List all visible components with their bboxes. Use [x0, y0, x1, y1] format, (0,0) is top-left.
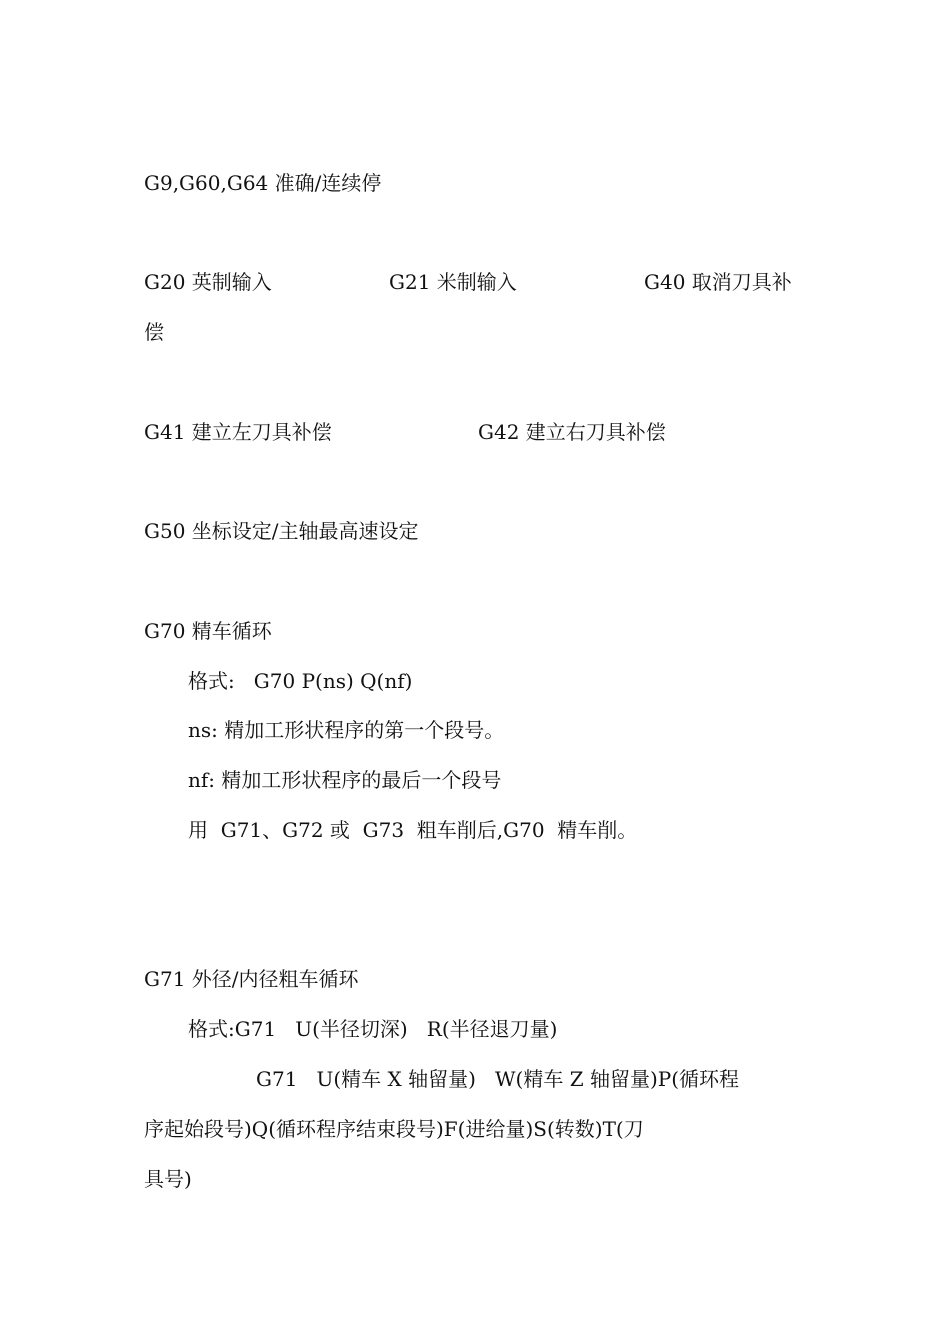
g40-wrap: 偿	[144, 320, 164, 344]
g71-title: G71 外径/内径粗车循环	[144, 967, 359, 991]
g9-line: G9,G60,G64 准确/连续停	[144, 171, 382, 195]
g40-item: G40 取消刀具补	[644, 270, 792, 294]
g20-item: G20 英制输入	[144, 270, 272, 294]
g71-format-line2-wrap2: 具号)	[144, 1167, 192, 1191]
g70-usage: 用 G71、G72 或 G73 粗车削后,G70 精车削。	[188, 818, 638, 842]
g70-nf-desc: nf: 精加工形状程序的最后一个段号	[188, 768, 502, 792]
g42-item: G42 建立右刀具补偿	[478, 420, 666, 444]
g50-line: G50 坐标设定/主轴最高速设定	[144, 519, 419, 543]
g71-format-line2-wrap: 序起始段号)Q(循环程序结束段号)F(进给量)S(转数)T(刀	[144, 1117, 644, 1141]
g70-title: G70 精车循环	[144, 619, 272, 643]
g70-ns-desc: ns: 精加工形状程序的第一个段号。	[188, 718, 505, 742]
g21-item: G21 米制输入	[389, 270, 517, 294]
g71-format-line2: G71 U(精车 X 轴留量) W(精车 Z 轴留量)P(循环程	[256, 1067, 740, 1091]
g41-item: G41 建立左刀具补偿	[144, 420, 332, 444]
g70-format: 格式: G70 P(ns) Q(nf)	[188, 669, 413, 693]
g71-format-line1: 格式:G71 U(半径切深) R(半径退刀量)	[188, 1017, 558, 1041]
